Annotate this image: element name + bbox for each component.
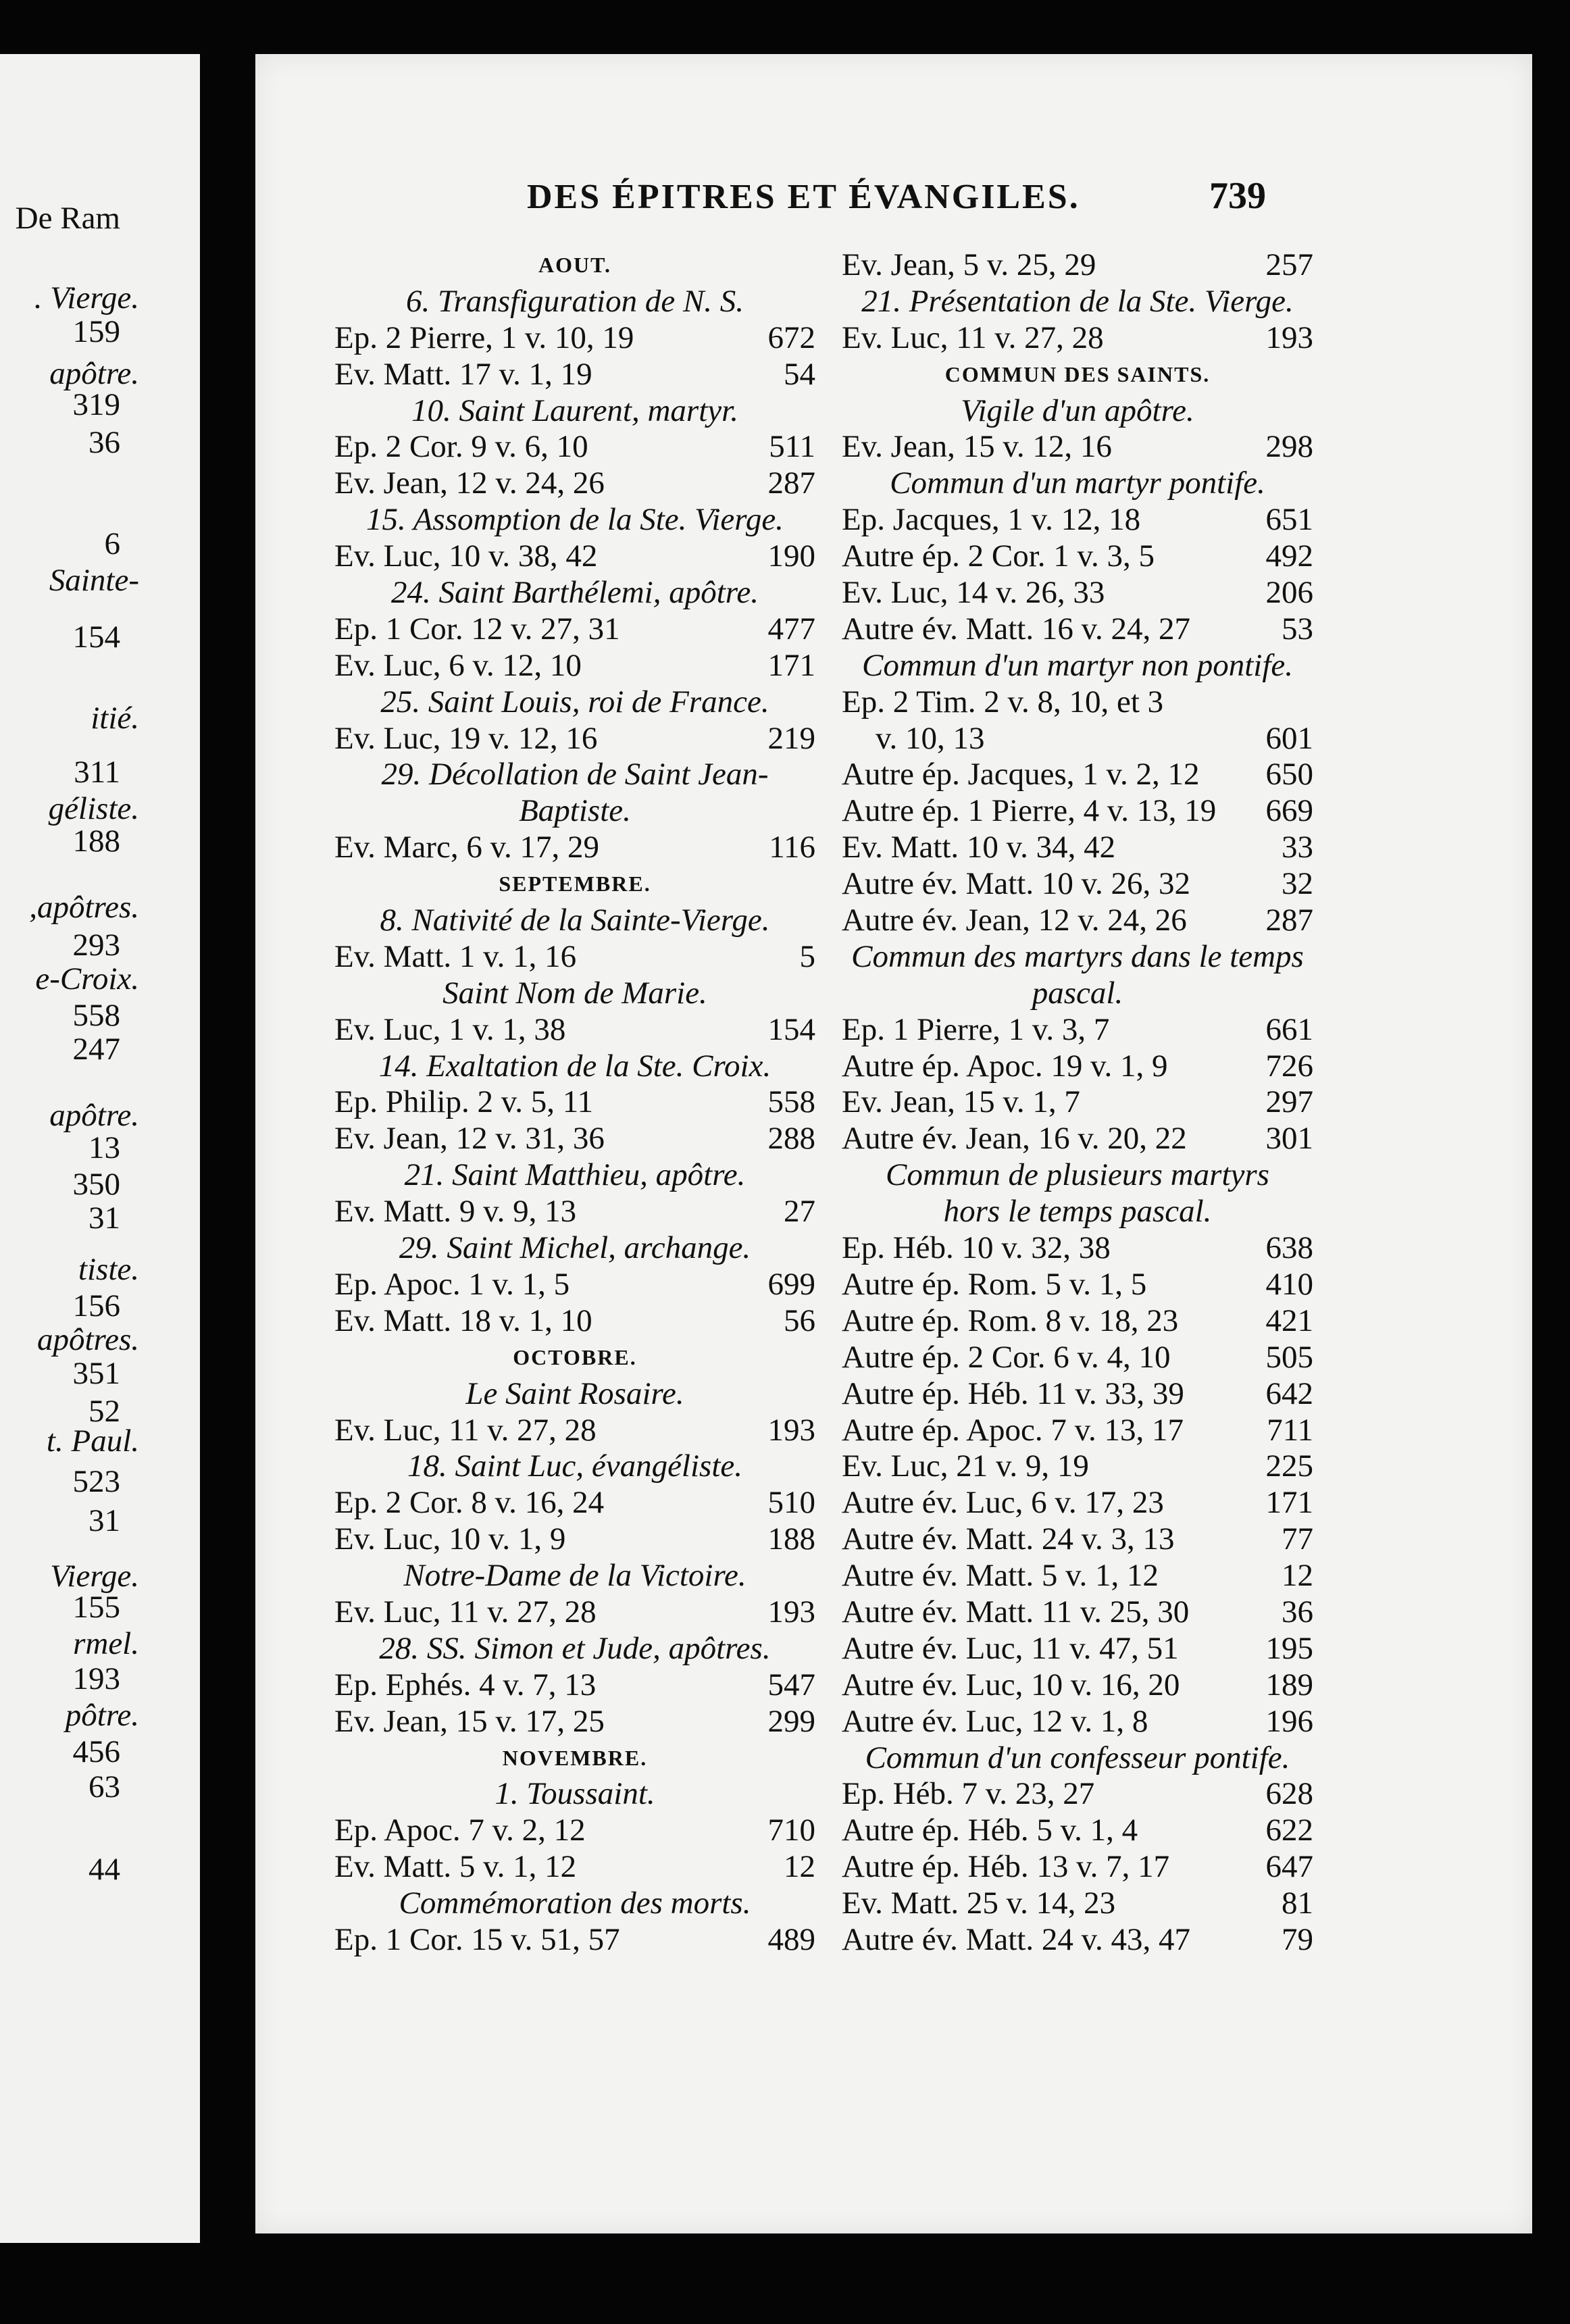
- index-entry: [842, 1667, 1313, 1704]
- entry-reference: Ev. Luc, 21 v. 9, 19: [842, 1448, 1089, 1484]
- entry-page-number: 56: [784, 1303, 815, 1338]
- index-entry: [842, 1121, 1313, 1157]
- feast-title: 24. Saint Barthélemi, apôtre.: [391, 575, 759, 611]
- entry-reference: Autre ép. Apoc. 19 v. 1, 9: [842, 1048, 1168, 1084]
- facing-page-text: e-Croix.: [35, 961, 139, 996]
- entry-page-number: 558: [767, 1084, 815, 1120]
- entry-reference: Autre év. Luc, 11 v. 47, 51: [842, 1630, 1179, 1666]
- entry-reference: Ep. 1 Pierre, 1 v. 3, 7: [842, 1011, 1110, 1047]
- index-entry: [842, 502, 1313, 538]
- index-entry: [334, 830, 815, 866]
- feast-title: Vigile d'un apôtre.: [961, 393, 1194, 428]
- index-entry: [334, 320, 815, 357]
- entry-reference: Autre év. Luc, 12 v. 1, 8: [842, 1703, 1148, 1739]
- index-entry: [334, 1194, 815, 1230]
- index-entry: [842, 1340, 1313, 1376]
- entry-page-number: 601: [1265, 720, 1313, 756]
- entry-page-number: 299: [767, 1703, 815, 1739]
- facing-page-text: 319: [72, 387, 120, 422]
- entry-reference: Autre év. Matt. 10 v. 26, 32: [842, 866, 1191, 902]
- feast-title: Notre-Dame de la Victoire.: [403, 1558, 746, 1594]
- facing-page-text: itié.: [91, 701, 139, 736]
- entry-reference: Ev. Matt. 25 v. 14, 23: [842, 1886, 1116, 1921]
- facing-page-text: 154: [72, 620, 120, 655]
- facing-page-text: 155: [72, 1590, 120, 1625]
- index-entry: [842, 1631, 1313, 1667]
- facing-page-text: 156: [72, 1288, 120, 1323]
- index-entry: [842, 1448, 1313, 1485]
- entry-reference: Autre év. Jean, 16 v. 20, 22: [842, 1121, 1187, 1157]
- facing-page-text: De Ram: [15, 201, 120, 236]
- facing-page-text: 456: [72, 1734, 120, 1769]
- feast-title: 15. Assomption de la Ste. Vierge.: [366, 502, 784, 538]
- entry-reference: Ev. Matt. 17 v. 1, 19: [334, 356, 592, 392]
- facing-page-text: Vierge.: [50, 1559, 139, 1594]
- entry-reference: Ev. Luc, 11 v. 27, 28: [842, 320, 1104, 355]
- facing-page-text: 31: [88, 1201, 120, 1236]
- entry-page-number: 287: [1265, 903, 1313, 938]
- entry-page-number: 77: [1282, 1521, 1313, 1557]
- entry-page-number: 54: [784, 356, 815, 392]
- entry-reference: Ev. Luc, 11 v. 27, 28: [334, 1594, 597, 1630]
- entry-page-number: 650: [1265, 757, 1313, 792]
- facing-page-text: apôtre.: [49, 356, 139, 391]
- feast-title: Le Saint Rosaire.: [465, 1375, 684, 1411]
- feast-title: Commun des martyrs dans le temps: [851, 938, 1304, 974]
- entry-reference: Ev. Luc, 11 v. 27, 28: [334, 1412, 597, 1448]
- entry-reference: Ep. 2 Cor. 9 v. 6, 10: [334, 429, 588, 465]
- entry-page-number: 188: [767, 1521, 815, 1557]
- entry-reference: Ep. Apoc. 1 v. 1, 5: [334, 1266, 570, 1302]
- feast-title: 10. Saint Laurent, martyr.: [411, 393, 738, 428]
- entry-page-number: 33: [1282, 830, 1313, 865]
- index-entry: [842, 1886, 1313, 1922]
- index-entry: [334, 1667, 815, 1704]
- left-column: [334, 247, 815, 1959]
- feast-title: 29. Saint Michel, archange.: [399, 1230, 751, 1266]
- index-entry: [842, 830, 1313, 866]
- entry-page-number: 116: [769, 830, 815, 865]
- facing-page-text: 31: [88, 1503, 120, 1538]
- feast-title: 18. Saint Luc, évangéliste.: [407, 1448, 743, 1484]
- entry-reference: Ep. 2 Pierre, 1 v. 10, 19: [334, 320, 634, 355]
- entry-page-number: 257: [1265, 247, 1313, 282]
- facing-page-text: 247: [72, 1032, 120, 1067]
- entry-reference: Ep. Jacques, 1 v. 12, 18: [842, 502, 1141, 538]
- index-entry: [842, 1594, 1313, 1631]
- feast-title: 1. Toussaint.: [495, 1776, 655, 1812]
- entry-page-number: 477: [767, 611, 815, 647]
- entry-page-number: 651: [1265, 502, 1313, 538]
- entry-page-number: 642: [1265, 1375, 1313, 1411]
- entry-reference: Ev. Luc, 19 v. 12, 16: [334, 720, 598, 756]
- entry-reference: Ep. Héb. 7 v. 23, 27: [842, 1776, 1095, 1812]
- section-heading: COMMUN DES SAINTS.: [944, 361, 1211, 386]
- entry-page-number: 726: [1265, 1048, 1313, 1084]
- entry-reference: Ev. Jean, 12 v. 24, 26: [334, 465, 605, 501]
- feast-title: Commémoration des morts.: [399, 1886, 751, 1921]
- entry-reference: Ev. Jean, 15 v. 17, 25: [334, 1703, 605, 1739]
- facing-page-text: tiste.: [78, 1252, 139, 1287]
- index-entry: [842, 1084, 1313, 1121]
- facing-page-text: 351: [72, 1356, 120, 1391]
- entry-page-number: 647: [1265, 1849, 1313, 1885]
- index-entry: [842, 866, 1313, 903]
- entry-page-number: 410: [1265, 1266, 1313, 1302]
- running-head: DES ÉPITRES ET ÉVANGILES.: [527, 178, 1080, 216]
- index-entry: [842, 793, 1313, 830]
- index-entry: [842, 1012, 1313, 1049]
- facing-page-text: pôtre.: [65, 1698, 139, 1733]
- entry-reference: Ev. Marc, 6 v. 17, 29: [334, 830, 600, 865]
- index-entry: [842, 1049, 1313, 1085]
- entry-page-number: 298: [1265, 429, 1313, 465]
- facing-page-text: 188: [72, 824, 120, 859]
- section-heading: OCTOBRE.: [513, 1344, 637, 1369]
- index-entry: [334, 939, 815, 976]
- index-entry: [842, 1267, 1313, 1303]
- entry-reference: Ev. Matt. 5 v. 1, 12: [334, 1849, 577, 1885]
- entry-page-number: 206: [1265, 575, 1313, 611]
- feast-title: Commun d'un martyr pontife.: [890, 465, 1265, 501]
- entry-reference: Autre ép. Jacques, 1 v. 2, 12: [842, 757, 1200, 792]
- entry-reference: Ep. Apoc. 7 v. 2, 12: [334, 1813, 586, 1848]
- facing-page-text: 159: [72, 314, 120, 349]
- facing-page-text: 311: [74, 755, 120, 790]
- entry-page-number: 672: [767, 320, 815, 355]
- facing-page-text: t. Paul.: [46, 1423, 139, 1459]
- index-entry: [334, 1413, 815, 1449]
- index-entry: [842, 1376, 1313, 1413]
- entry-page-number: 710: [767, 1813, 815, 1848]
- index-entry: [334, 1084, 815, 1121]
- feast-title: 8. Nativité de la Sainte-Vierge.: [380, 903, 770, 938]
- entry-page-number: 421: [1265, 1303, 1313, 1338]
- entry-page-number: 219: [767, 720, 815, 756]
- feast-title: 6. Transfiguration de N. S.: [405, 283, 744, 319]
- facing-page-text: 523: [72, 1464, 120, 1499]
- feast-title: hors le temps pascal.: [943, 1194, 1212, 1230]
- facing-page-text: 52: [88, 1394, 120, 1429]
- entry-page-number: 301: [1265, 1121, 1313, 1157]
- facing-page-text: 63: [88, 1769, 120, 1804]
- index-entry: [842, 1922, 1313, 1959]
- entry-reference: Ev. Jean, 5 v. 25, 29: [842, 247, 1096, 282]
- facing-page-text: 6: [104, 526, 120, 561]
- index-entry: [334, 1704, 815, 1740]
- entry-page-number: 492: [1265, 538, 1313, 574]
- facing-page-text: 13: [88, 1130, 120, 1165]
- section-heading: AOUT.: [538, 253, 612, 277]
- entry-page-number: 661: [1265, 1011, 1313, 1047]
- facing-page-text: 293: [72, 928, 120, 963]
- entry-page-number: 193: [767, 1594, 815, 1630]
- entry-page-number: 5: [799, 938, 815, 974]
- entry-page-number: 196: [1265, 1703, 1313, 1739]
- index-entry: [334, 1849, 815, 1886]
- entry-reference: Ev. Luc, 1 v. 1, 38: [334, 1011, 566, 1047]
- entry-reference: Ep. Héb. 10 v. 32, 38: [842, 1230, 1111, 1266]
- entry-reference: v. 10, 13: [876, 720, 985, 756]
- entry-reference: Ev. Matt. 10 v. 34, 42: [842, 830, 1116, 865]
- entry-page-number: 193: [767, 1412, 815, 1448]
- entry-page-number: 193: [1265, 320, 1313, 355]
- entry-page-number: 669: [1265, 793, 1313, 829]
- entry-reference: Ev. Luc, 14 v. 26, 33: [842, 575, 1105, 611]
- index-entry: [842, 538, 1313, 575]
- feast-title: pascal.: [1032, 975, 1123, 1011]
- index-entry: [842, 575, 1313, 611]
- index-entry: [334, 357, 815, 393]
- feast-title: 28. SS. Simon et Jude, apôtres.: [379, 1630, 771, 1666]
- index-entry: [842, 247, 1313, 284]
- facing-page-text: ,apôtres.: [29, 890, 139, 925]
- feast-title: 14. Exaltation de la Ste. Croix.: [378, 1048, 771, 1084]
- entry-page-number: 638: [1265, 1230, 1313, 1266]
- index-entry: [334, 1303, 815, 1340]
- facing-page-text: 350: [72, 1167, 120, 1202]
- entry-page-number: 12: [784, 1849, 815, 1885]
- entry-reference: Ev. Luc, 6 v. 12, 10: [334, 647, 582, 683]
- entry-reference: Autre év. Matt. 11 v. 25, 30: [842, 1594, 1190, 1630]
- index-entry: [334, 1012, 815, 1049]
- right-column: [842, 247, 1313, 1959]
- index-entry: [334, 1121, 815, 1157]
- facing-page-text: apôtres.: [36, 1322, 139, 1357]
- entry-reference: Autre ép. 2 Cor. 1 v. 3, 5: [842, 538, 1155, 574]
- feast-title: 21. Saint Matthieu, apôtre.: [404, 1157, 746, 1193]
- facing-page-text: 36: [88, 425, 120, 460]
- index-entry: [842, 757, 1313, 793]
- entry-reference: Ev. Luc, 10 v. 38, 42: [334, 538, 598, 574]
- entry-page-number: 699: [767, 1266, 815, 1302]
- index-entry: [842, 1558, 1313, 1594]
- index-entry: [842, 611, 1313, 648]
- index-entry: [842, 429, 1313, 465]
- index-entry: [334, 721, 815, 757]
- feast-title: Commun d'un confesseur pontife.: [865, 1740, 1290, 1775]
- entry-page-number: 171: [767, 647, 815, 683]
- entry-reference: Autre ép. 2 Cor. 6 v. 4, 10: [842, 1339, 1171, 1375]
- index-entry: [334, 611, 815, 648]
- entry-reference: Ev. Jean, 15 v. 1, 7: [842, 1084, 1080, 1120]
- entry-reference: Autre év. Matt. 16 v. 24, 27: [842, 611, 1191, 647]
- entry-page-number: 32: [1282, 866, 1313, 902]
- index-entry: [842, 320, 1313, 357]
- entry-reference: Ep. 1 Cor. 12 v. 27, 31: [334, 611, 620, 647]
- entry-reference: Autre év. Matt. 5 v. 1, 12: [842, 1558, 1159, 1594]
- entry-page-number: 287: [767, 465, 815, 501]
- feast-title: 25. Saint Louis, roi de France.: [380, 684, 769, 719]
- entry-page-number: 297: [1265, 1084, 1313, 1120]
- index-entry: [842, 1849, 1313, 1886]
- feast-title: Baptiste.: [519, 793, 631, 829]
- index-entry: [842, 1413, 1313, 1449]
- entry-page-number: 81: [1282, 1886, 1313, 1921]
- entry-page-number: 53: [1282, 611, 1313, 647]
- index-entry: [842, 721, 1313, 757]
- entry-page-number: 189: [1265, 1667, 1313, 1702]
- page-number: 739: [1209, 175, 1266, 217]
- feast-title: 29. Décollation de Saint Jean-: [381, 757, 769, 792]
- index-entry: [334, 465, 815, 502]
- facing-page-text: Sainte-: [49, 563, 139, 598]
- index-entry: [842, 1704, 1313, 1740]
- entry-page-number: 288: [767, 1121, 815, 1157]
- entry-reference: Autre év. Jean, 12 v. 24, 26: [842, 903, 1187, 938]
- feast-title: 21. Présentation de la Ste. Vierge.: [861, 283, 1294, 319]
- feast-title: Saint Nom de Marie.: [442, 975, 707, 1011]
- index-entry: [842, 1303, 1313, 1340]
- entry-reference: Ep. Philip. 2 v. 5, 11: [334, 1084, 593, 1120]
- entry-page-number: 195: [1265, 1630, 1313, 1666]
- index-entry: [334, 1267, 815, 1303]
- entry-page-number: 36: [1282, 1594, 1313, 1630]
- entry-reference: Ev. Matt. 9 v. 9, 13: [334, 1194, 577, 1230]
- index-entry: [842, 903, 1313, 939]
- facing-page-text: . Vierge.: [34, 280, 139, 315]
- entry-reference: Ep. Ephés. 4 v. 7, 13: [334, 1667, 597, 1702]
- entry-reference: Autre év. Matt. 24 v. 3, 13: [842, 1521, 1175, 1557]
- facing-page-fragment: [0, 54, 200, 2243]
- facing-page-text: rmel.: [73, 1626, 139, 1661]
- facing-page-text: 558: [72, 998, 120, 1033]
- index-entry: [334, 1813, 815, 1849]
- entry-page-number: 711: [1267, 1412, 1313, 1448]
- index-entry: [334, 1922, 815, 1959]
- entry-reference: Autre év. Luc, 10 v. 16, 20: [842, 1667, 1180, 1702]
- facing-page-text: géliste.: [48, 791, 139, 826]
- entry-reference: Ep. 2 Cor. 8 v. 16, 24: [334, 1485, 605, 1521]
- index-entry: [842, 1230, 1313, 1267]
- index-entry: [334, 538, 815, 575]
- entry-reference: Autre év. Luc, 6 v. 17, 23: [842, 1485, 1164, 1521]
- entry-reference: Autre ép. Apoc. 7 v. 13, 17: [842, 1412, 1184, 1448]
- section-heading: SEPTEMBRE.: [499, 872, 651, 896]
- index-entry: [334, 648, 815, 684]
- facing-page-text: 44: [88, 1852, 120, 1887]
- index-entry: [334, 1594, 815, 1631]
- entry-reference: Autre ép. Héb. 5 v. 1, 4: [842, 1813, 1138, 1848]
- feast-title: Commun de plusieurs martyrs: [886, 1157, 1269, 1193]
- index-entry: [842, 1485, 1313, 1521]
- entry-reference: Ev. Matt. 1 v. 1, 16: [334, 938, 577, 974]
- index-entry: [842, 1813, 1313, 1849]
- entry-page-number: 171: [1265, 1485, 1313, 1521]
- feast-title: Commun d'un martyr non pontife.: [861, 647, 1293, 683]
- entry-page-number: 547: [767, 1667, 815, 1702]
- entry-reference: Autre év. Matt. 24 v. 43, 47: [842, 1921, 1191, 1957]
- entry-reference: Ev. Matt. 18 v. 1, 10: [334, 1303, 592, 1338]
- index-entry: [334, 1485, 815, 1521]
- entry-reference: Ev. Luc, 10 v. 1, 9: [334, 1521, 566, 1557]
- entry-reference: Autre ép. Héb. 11 v. 33, 39: [842, 1375, 1184, 1411]
- entry-reference: Autre ép. Héb. 13 v. 7, 17: [842, 1849, 1170, 1885]
- entry-page-number: 510: [767, 1485, 815, 1521]
- index-entry: [842, 1776, 1313, 1813]
- index-entry: [842, 684, 1313, 721]
- entry-reference: Autre ép. Rom. 5 v. 1, 5: [842, 1266, 1147, 1302]
- entry-reference: Ep. 1 Cor. 15 v. 51, 57: [334, 1921, 620, 1957]
- entry-page-number: 12: [1282, 1558, 1313, 1594]
- entry-page-number: 489: [767, 1921, 815, 1957]
- entry-page-number: 628: [1265, 1776, 1313, 1812]
- entry-reference: Ev. Jean, 15 v. 12, 16: [842, 429, 1112, 465]
- entry-reference: Ev. Jean, 12 v. 31, 36: [334, 1121, 605, 1157]
- entry-page-number: 505: [1265, 1339, 1313, 1375]
- entry-page-number: 225: [1265, 1448, 1313, 1484]
- entry-reference: Autre ép. Rom. 8 v. 18, 23: [842, 1303, 1179, 1338]
- entry-reference: Autre ép. 1 Pierre, 4 v. 13, 19: [842, 793, 1217, 829]
- facing-page-text: apôtre.: [49, 1098, 139, 1133]
- entry-page-number: 511: [769, 429, 815, 465]
- entry-page-number: 27: [784, 1194, 815, 1230]
- entry-page-number: 622: [1265, 1813, 1313, 1848]
- section-heading: NOVEMBRE.: [502, 1745, 648, 1770]
- entry-page-number: 154: [767, 1011, 815, 1047]
- index-entry: [334, 429, 815, 465]
- entry-reference: Ep. 2 Tim. 2 v. 8, 10, et 3: [842, 684, 1164, 719]
- index-entry: [842, 1521, 1313, 1558]
- entry-page-number: 79: [1282, 1921, 1313, 1957]
- entry-page-number: 190: [767, 538, 815, 574]
- facing-page-text: 193: [72, 1661, 120, 1696]
- index-entry: [334, 1521, 815, 1558]
